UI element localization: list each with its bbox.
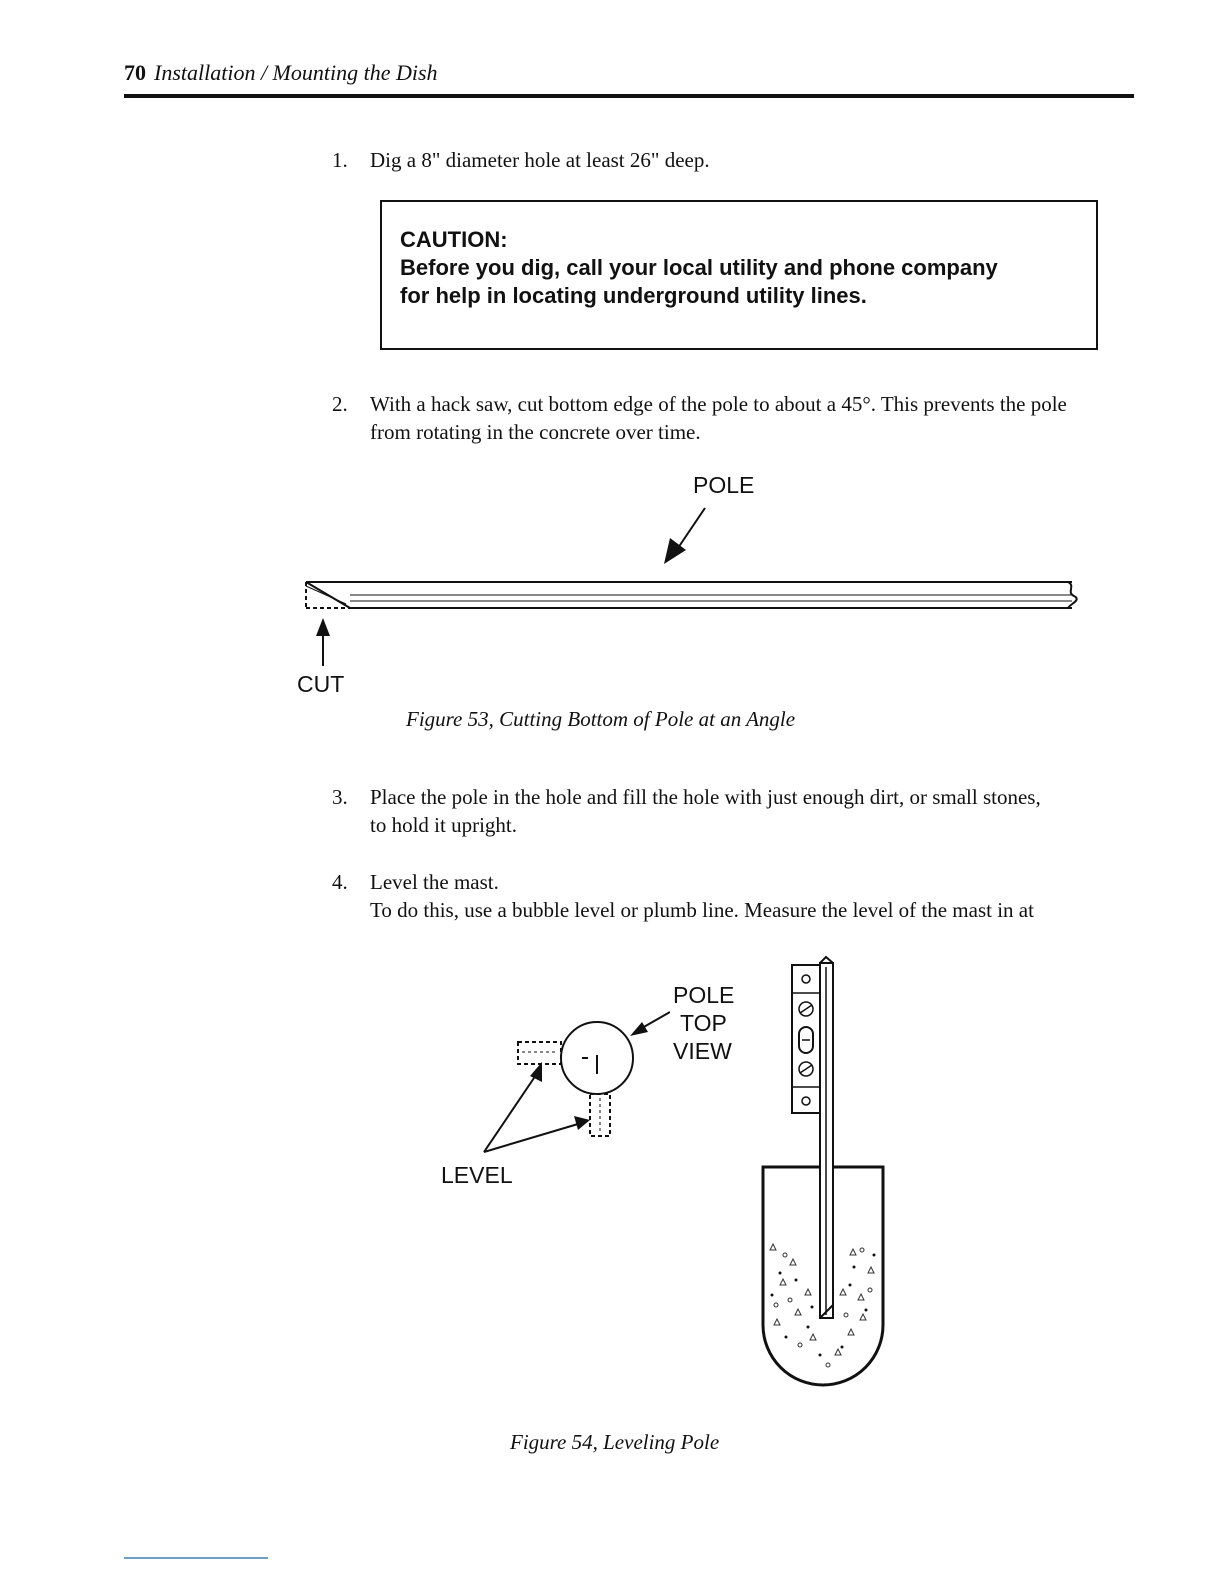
step-text-line-1: With a hack saw, cut bottom edge of the pole to about a 45°. This prevents the pole <box>370 392 1067 416</box>
top-view-pointer <box>642 1012 670 1028</box>
step-text-line-2: from rotating in the concrete over time. <box>370 420 701 444</box>
level-pointer-1 <box>484 1075 536 1152</box>
page-number: 70 <box>124 60 146 85</box>
pole-cut-angle <box>306 582 350 608</box>
step-text-line-2: To do this, use a bubble level or plumb line. Measure the level of the mast in at <box>370 898 1034 922</box>
figure-53-caption: Figure 53, Cutting Bottom of Pole at an Angle <box>406 707 796 731</box>
level-pointer-2 <box>484 1124 578 1152</box>
caution-line-2: for help in locating underground utility lines. <box>400 283 867 308</box>
level-label: LEVEL <box>441 1162 513 1188</box>
step-text-line-1: Place the pole in the hole and fill the hole with just enough dirt, or small stones, <box>370 785 1041 809</box>
step-number: 1. <box>332 148 348 172</box>
pole-pointer-line <box>678 508 705 548</box>
caution-title: CAUTION: <box>400 227 508 252</box>
bubble-level <box>792 965 820 1113</box>
pole-top-view-drawing <box>470 1000 670 1190</box>
level-left <box>518 1042 561 1064</box>
caution-line-1: Before you dig, call your local utility and phone company <box>400 255 998 280</box>
bottom-rule <box>124 1557 268 1559</box>
caution-box <box>380 200 1098 350</box>
step-number: 2. <box>332 392 348 416</box>
pole-in-hole-drawing <box>750 955 900 1390</box>
cut-arrow-head <box>316 618 330 636</box>
pole-label: POLE <box>693 472 755 498</box>
running-head <box>124 60 438 86</box>
figure-54-caption: Figure 54, Leveling Pole <box>510 1430 720 1454</box>
pole-top-view-label: POLE TOP VIEW <box>673 982 735 1064</box>
step-number: 3. <box>332 785 348 809</box>
step-number: 4. <box>332 870 348 894</box>
cut-label: CUT <box>297 671 345 697</box>
header-rule <box>124 94 1134 98</box>
step-text-line-1: Level the mast. <box>370 870 499 894</box>
step-text: Dig a 8" diameter hole at least 26" deep. <box>370 148 710 172</box>
step-text-line-2: to hold it upright. <box>370 813 517 837</box>
figure-53-drawing <box>290 500 1090 690</box>
chapter-title: Installation / Mounting the Dish <box>154 60 438 85</box>
